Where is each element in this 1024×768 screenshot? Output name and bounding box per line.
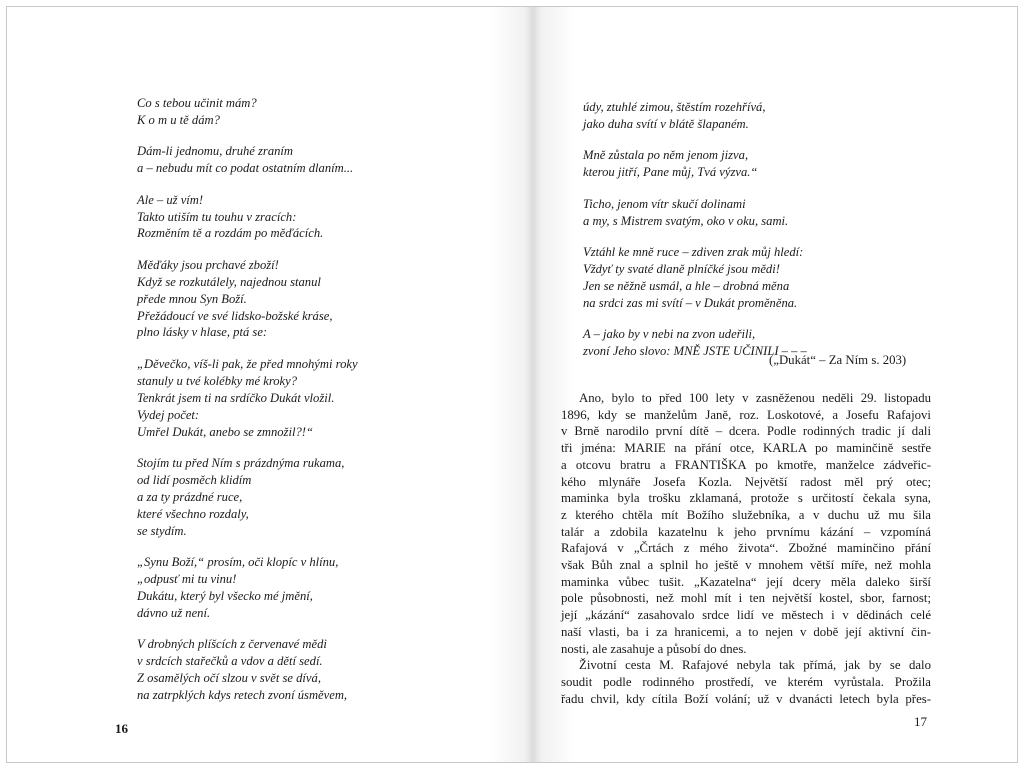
- poem-line: „odpusť mi tu vinu!: [137, 571, 237, 586]
- prose-line: maminka vůbec tušit. „Kazatelna“ její dcery měla daleko širší: [561, 574, 931, 589]
- poem-line: od lidí posměch klidím: [137, 472, 252, 487]
- prose-line: tři jména: MARIE na přání otce, KARLA po maminčině sestře: [561, 441, 931, 456]
- poem-stanza: [583, 99, 943, 133]
- poem-line: Co s tebou učinit mám?: [137, 96, 257, 110]
- prose-line: Životní cesta M. Rafajové nebyla tak přímá, jak by se dalo: [579, 658, 931, 673]
- prose-line: však Bůh znal a splnil ho ještě v mnohem větší míře, než mohla: [561, 558, 931, 573]
- prose-line: v Brně narodilo první dítě – dcera. Podle rodinných tradic jí dali: [561, 424, 931, 439]
- poem-line: údy, ztuhlé zimou, štěstím rozehřívá,: [583, 100, 766, 114]
- poem-line: Z osamělých očí slzou v svět se dívá,: [137, 670, 321, 685]
- poem-stanza: [137, 192, 437, 243]
- poem-stanza: [137, 554, 437, 622]
- poem-line: Umřel Dukát, anebo se zmnožil?!“: [137, 424, 313, 439]
- poem-line: Vztáhl ke mně ruce – zdiven zrak můj hledí:: [583, 244, 804, 259]
- poem-line: Dám-li jednomu, druhé zraním: [137, 144, 294, 159]
- poem-line: „Synu Boží,“ prosím, oči klopíc v hlínu,: [137, 554, 339, 569]
- poem-line: a my, s Mistrem svatým, oko v oku, sami.: [583, 213, 789, 228]
- poem-stanza: [583, 196, 943, 230]
- poem-line: a – nebudu mít co podat ostatním dlaním...: [137, 161, 354, 176]
- prose-line: její „kázání“ zasahovalo srdce lidí ve městech i v dědinách celé: [561, 608, 931, 623]
- prose-line: a otcovu bratru a FRANTIŠKA po kmotře, manželce zádveřic-: [561, 457, 931, 472]
- poem-line: Vydej počet:: [137, 407, 200, 422]
- poem-line: jako duha svítí v blátě šlapaném.: [583, 116, 749, 131]
- prose-paragraph: [561, 657, 931, 707]
- poem-line: Měďáky jsou prchavé zboží!: [137, 257, 279, 272]
- prose-line: řadu chvil, kdy cítila Boží volání; už v dvanácti letech byla přes-: [561, 691, 931, 706]
- poem-line: Přežádoucí ve své lidsko-božské kráse,: [137, 308, 333, 323]
- poem-line: A – jako by v nebi na zvon udeřili,: [583, 327, 756, 342]
- poem-line: zvoní Jeho slovo: MNĚ JSTE UČINILI – – –: [583, 343, 807, 358]
- poem-line: kterou jitří, Pane můj, Tvá výzva.“: [583, 165, 758, 180]
- poem-line: které všechno rozdaly,: [137, 506, 249, 521]
- poem-line: V drobných plíšcích z červenavé mědi: [137, 637, 327, 652]
- poem-citation: („Dukát“ – Za Ním s. 203): [769, 353, 907, 367]
- prose-line: nosti, ale zasahuje a působí do dnes.: [561, 641, 747, 656]
- left-poem: [137, 95, 437, 718]
- book-spread: [6, 6, 1018, 763]
- right-poem: [583, 99, 943, 374]
- prose-line: pole působnosti, než mohl mít i ten největší kostel, sbor, farnost;: [561, 591, 931, 606]
- poem-line: Takto utiším tu touhu v zracích:: [137, 209, 297, 224]
- poem-line: K o m u tě dám?: [137, 112, 220, 127]
- left-page: [7, 7, 507, 762]
- prose-line: z kterého chtěla mít Božího služebníka, a v duchu už mu šila: [561, 507, 931, 522]
- poem-line: v srdcích stařečků a vdov a dětí sedí.: [137, 653, 323, 668]
- poem-line: Stojím tu před Ním s prázdnýma rukama,: [137, 455, 345, 470]
- prose-line: maminka byla trošku zklamaná, protože s určitostí čekala syna,: [561, 491, 931, 506]
- poem-line: Tenkrát jsem ti na srdíčko Dukát vložil.: [137, 390, 335, 405]
- right-page: [519, 7, 1019, 762]
- poem-line: Ticho, jenom vítr skučí dolinami: [583, 196, 746, 211]
- poem-stanza: [137, 455, 437, 540]
- prose-line: kého mlynáře Josefa Kozla. Největší radost měl prý otec;: [561, 474, 931, 489]
- page-number-right: 17: [914, 714, 927, 729]
- poem-line: Když se rozkutálely, najednou stanul: [137, 274, 321, 289]
- prose-line: soudit podle rodinného prostředí, ve kterém vyrůstala. Prožila: [561, 674, 931, 689]
- prose-line: Rafajová v „Črtách z mého života“. Zbožné maminčino přání: [561, 541, 931, 556]
- poem-line: Dukátu, který byl všecko mé jmění,: [137, 588, 313, 603]
- poem-stanza: [137, 356, 437, 441]
- poem-line: se stydím.: [137, 523, 187, 538]
- poem-stanza: [583, 147, 943, 181]
- poem-line: na zatrpklých kdys retech zvoní úsměvem,: [137, 687, 348, 702]
- prose-line: Ano, bylo to před 100 lety v zasněženou neděli 29. listopadu: [579, 391, 931, 405]
- prose-line: naší vlasti, ba i za hranicemi, a to nejen v době její aktivní čin-: [561, 624, 931, 639]
- prose-line: talár a zdobila kazatelnu k jeho prvnímu kázání – vzpomíná: [561, 524, 931, 539]
- poem-line: Rozměním tě a rozdám po měďácích.: [137, 226, 324, 241]
- poem-stanza: [137, 95, 437, 129]
- poem-line: Vždyť ty svaté dlaně plníčké jsou mědi!: [583, 261, 780, 276]
- poem-line: dávno už není.: [137, 605, 211, 620]
- prose-text: [561, 390, 931, 707]
- poem-stanza: [137, 636, 437, 704]
- poem-line: Jen se něžně usmál, a hle – drobná měna: [583, 278, 790, 293]
- poem-line: a za ty prázdné ruce,: [137, 489, 243, 504]
- prose-paragraph: [561, 390, 931, 657]
- poem-line: Ale – už vím!: [137, 192, 204, 207]
- poem-line: plno lásky v hlase, ptá se:: [137, 325, 268, 340]
- poem-line: přede mnou Syn Boží.: [137, 291, 247, 306]
- poem-stanza: [137, 143, 437, 177]
- poem-stanza: [137, 257, 437, 342]
- poem-line: Mně zůstala po něm jenom jizva,: [583, 148, 749, 163]
- poem-stanza: [583, 244, 943, 312]
- page-number-left: 16: [115, 721, 128, 736]
- poem-line: stanuly u tvé kolébky mé kroky?: [137, 373, 298, 388]
- poem-line: na srdci zas mi svítí – v Dukát proměněna.: [583, 295, 798, 310]
- prose-line: 1896, kdy se manželům Janě, roz. Loskotové, a Josefu Rafajovi: [561, 407, 931, 422]
- poem-line: „Děvečko, víš-li pak, že před mnohými roky: [137, 356, 358, 371]
